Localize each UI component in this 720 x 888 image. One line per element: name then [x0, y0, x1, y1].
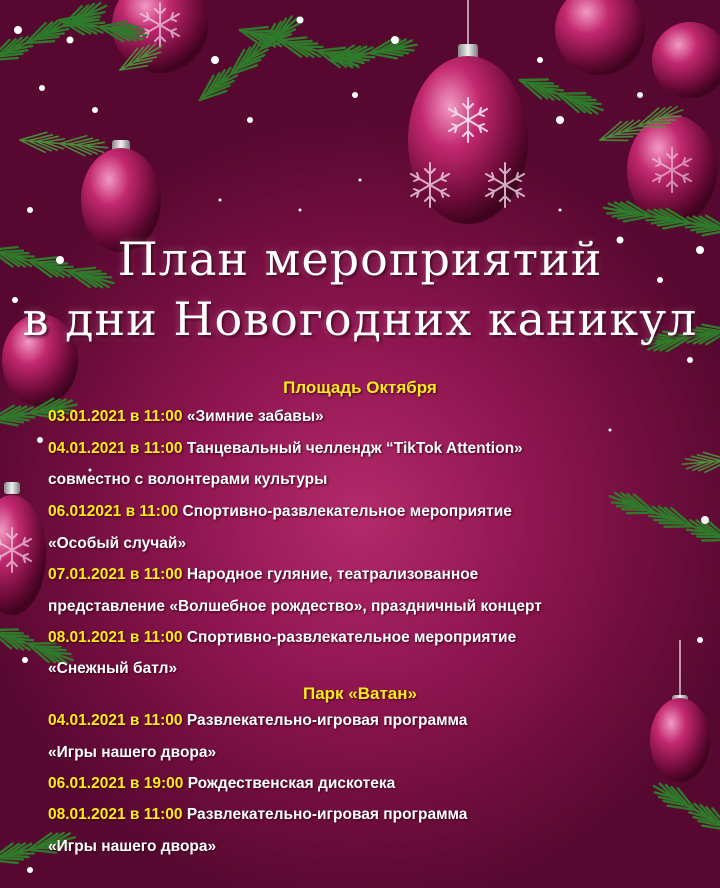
event-date: 06.012021 в 11:00 — [48, 503, 179, 520]
event-title: Спортивно-развлекательное мероприятие — [186, 629, 517, 646]
event-title-continued: представление «Волшебное рождество», праздничный концерт — [48, 598, 542, 615]
event-date: 08.01.2021 в 11:00 — [48, 629, 183, 646]
event-date: 06.01.2021 в 19:00 — [48, 775, 184, 792]
event-item — [48, 408, 698, 426]
ornament-ball-top-center — [408, 0, 528, 224]
event-date: 04.01.2021 в 11:00 — [48, 440, 183, 457]
event-title: «Зимние забавы» — [186, 408, 324, 425]
event-title-continued: «Игры нашего двора» — [48, 744, 217, 761]
event-title: Спортивно-развлекательное мероприятие — [182, 503, 512, 520]
event-title-continued: совместно с волонтерами культуры — [48, 471, 328, 488]
event-item — [48, 503, 698, 521]
ornament-ball-left-low — [0, 482, 46, 615]
event-item — [48, 775, 698, 793]
section-heading: Парк «Ватан» — [303, 684, 417, 703]
event-title-continued: «Игры нашего двора» — [48, 838, 217, 855]
page-title-line-1: План мероприятий — [117, 232, 603, 286]
event-date: 08.01.2021 в 11:00 — [48, 806, 183, 823]
event-title-continued: «Особый случай» — [48, 535, 187, 552]
event-title: Народное гуляние, театрализованное — [186, 566, 479, 583]
ornament-ball-top-right — [555, 0, 720, 98]
event-title: Развлекательно-игровая программа — [186, 712, 468, 729]
event-item — [48, 566, 698, 584]
event-title: Танцевальный челлендж “TikTok Attention» — [186, 440, 523, 457]
event-title-continued: «Снежный батл» — [48, 660, 178, 677]
section-heading: Площадь Октября — [283, 378, 437, 397]
page-title-line-2: в дни Новогодних каникул — [22, 292, 698, 346]
event-date: 03.01.2021 в 11:00 — [48, 408, 183, 425]
event-date: 07.01.2021 в 11:00 — [48, 566, 183, 583]
event-item — [48, 440, 698, 458]
event-item — [48, 712, 698, 730]
event-item — [48, 806, 698, 824]
event-title: Рождественская дискотека — [187, 775, 396, 792]
event-item — [48, 629, 698, 647]
event-date: 04.01.2021 в 11:00 — [48, 712, 183, 729]
event-title: Развлекательно-игровая программа — [186, 806, 468, 823]
